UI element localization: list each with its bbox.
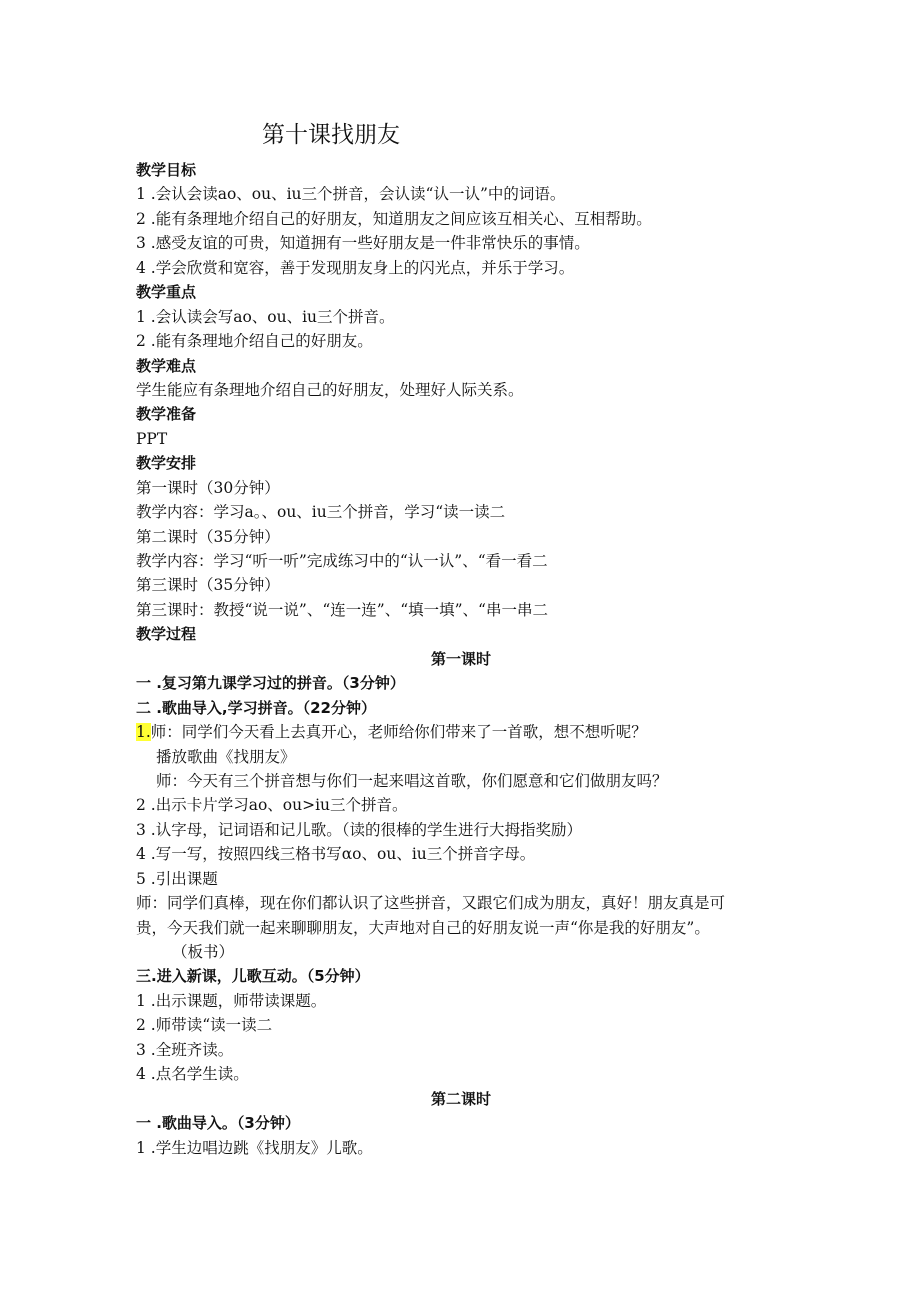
text-line [136, 549, 786, 573]
line-text: 第三课时（35分钟） [136, 576, 280, 595]
heading [136, 696, 786, 720]
text-line [136, 1062, 786, 1086]
text-line [136, 745, 786, 769]
heading [136, 158, 786, 182]
text-line [136, 256, 786, 280]
line-text: 4 .点名学生读。 [136, 1065, 249, 1084]
section-heading [136, 647, 786, 671]
line-text: 教学准备 [136, 405, 197, 424]
text-line [136, 305, 786, 329]
text-line [136, 573, 786, 597]
line-text: 教学重点 [136, 283, 197, 302]
text-line [136, 818, 786, 842]
text-line [136, 891, 786, 915]
text-line [136, 476, 786, 500]
heading [136, 622, 786, 646]
line-text: 第二课时（35分钟） [136, 527, 280, 546]
line-text: 师：今天有三个拼音想与你们一起来唱这首歌，你们愿意和它们做朋友吗？ [156, 771, 668, 790]
text-line [136, 989, 786, 1013]
line-text: 一 .歌曲导入。（3分钟） [136, 1114, 300, 1133]
lesson-title: 第十课找朋友 [262, 122, 400, 148]
line-text: 教学难点 [136, 356, 197, 375]
line-text: 三.进入新课，儿歌互动。（5分钟） [136, 967, 370, 986]
highlighted-marker: 1. [136, 723, 151, 742]
text-line [136, 769, 786, 793]
section-heading [136, 1087, 786, 1111]
heading [136, 964, 786, 988]
line-text: 学生能应有条理地介绍自己的好朋友，处理好人际关系。 [136, 380, 524, 399]
line-text: PPT [136, 429, 168, 448]
line-text: （板书） [172, 943, 235, 961]
line-text: 贵，今天我们就一起来聊聊朋友，大声地对自己的好朋友说一声“你是我的好朋友”。 [136, 918, 710, 937]
heading [136, 402, 786, 426]
line-text: 教学目标 [136, 161, 197, 179]
line-text: 2 .能有条理地介绍自己的好朋友，知道朋友之间应该互相关心、互相帮助。 [136, 209, 652, 228]
heading [136, 451, 786, 475]
line-text: 1 .会认读会写ao、ou、iu三个拼音。 [136, 307, 395, 326]
line-text: 教学安排 [136, 454, 197, 473]
line-text: 4 .写一写，按照四线三格书写αo、ou、iu三个拼音字母。 [136, 845, 536, 864]
line-text: 教学内容：学习“听一听”完成练习中的“认一认”、“看一看二 [136, 552, 548, 570]
heading [136, 671, 786, 695]
text-line [136, 182, 786, 206]
line-text: 3 .认字母，记词语和记儿歌。（读的很棒的学生进行大拇指奖励） [136, 820, 582, 839]
line-text: 第一课时 [430, 649, 491, 668]
text-line [136, 525, 786, 549]
text-line [136, 231, 786, 255]
line-text: 师：同学们今天看上去真开心，老师给你们带来了一首歌，想不想听呢？ [150, 723, 647, 742]
text-line [136, 207, 786, 231]
text-line [136, 916, 786, 940]
text-line [136, 1136, 786, 1160]
line-text: 一 .复习第九课学习过的拼音。（3分钟） [136, 674, 405, 693]
text-line [136, 867, 786, 891]
text-line [136, 378, 786, 402]
line-text: 1 .出示课题，师带读课题。 [136, 991, 327, 1010]
text-line [136, 842, 786, 866]
heading [136, 280, 786, 304]
text-line [136, 329, 786, 353]
text-line [136, 1013, 786, 1037]
text-line [136, 940, 786, 964]
line-text: 师：同学们真棒，现在你们都认识了这些拼音，又跟它们成为朋友，真好！朋友真是可 [136, 894, 726, 913]
text-line [136, 427, 786, 451]
line-text: 第一课时（30分钟） [136, 478, 280, 497]
line-text: 3 .感受友谊的可贵，知道拥有一些好朋友是一件非常快乐的事情。 [136, 234, 590, 253]
text-line [136, 500, 786, 524]
line-text: 5 .引出课题 [136, 869, 218, 888]
lesson-body [136, 158, 786, 1160]
line-text: 2 .出示卡片学习ao、ou>iu三个拼音。 [136, 796, 408, 815]
line-text: 教学过程 [136, 625, 197, 644]
line-text: 2 .师带读“读一读二 [136, 1016, 273, 1035]
heading [136, 1111, 786, 1135]
line-text: 第三课时：教授“说一说”、“连一连”、“填一填”、“串一串二 [136, 600, 548, 619]
line-text: 二 .歌曲导入,学习拼音。（22分钟） [136, 698, 376, 717]
line-text: 1 .学生边唱边跳《找朋友》儿歌。 [136, 1138, 373, 1157]
text-line [136, 793, 786, 817]
heading [136, 354, 786, 378]
line-text: 播放歌曲《找朋友》 [156, 747, 296, 766]
line-text: 4 .学会欣赏和宽容，善于发现朋友身上的闪光点，并乐于学习。 [136, 258, 575, 277]
line-text: 1 .会认会读ao、ou、iu三个拼音，会认读“认一认”中的词语。 [136, 185, 566, 204]
text-line [136, 720, 786, 744]
line-text: 3 .全班齐读。 [136, 1040, 234, 1059]
text-line [136, 598, 786, 622]
line-text: 2 .能有条理地介绍自己的好朋友。 [136, 332, 373, 351]
line-text: 教学内容：学习a。、ou、iu三个拼音，学习“读一读二 [136, 503, 506, 522]
line-text: 第二课时 [430, 1089, 491, 1108]
text-line [136, 1038, 786, 1062]
